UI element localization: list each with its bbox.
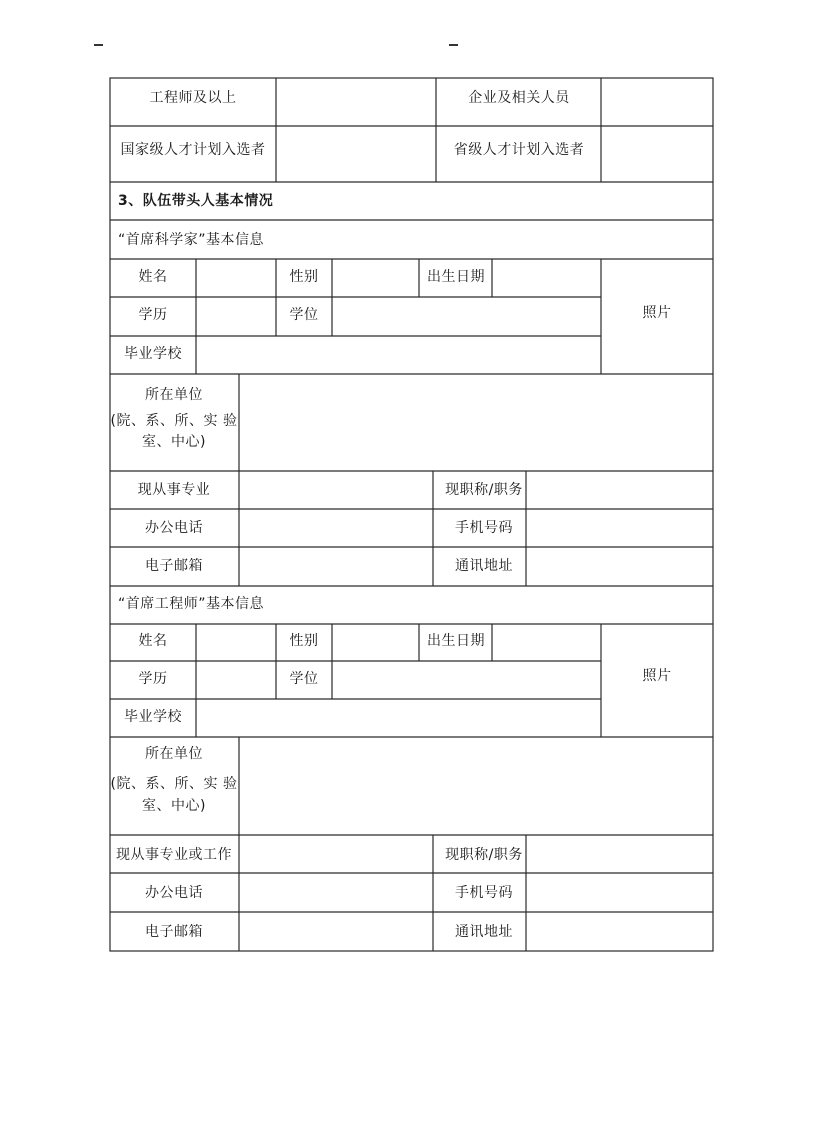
scientist-school-label: 毕业学校 <box>124 346 182 362</box>
engineer-name-label: 姓名 <box>138 633 168 649</box>
label-engineer-above: 工程师及以上 <box>149 90 237 106</box>
label-enterprise-staff: 企业及相关人员 <box>468 90 570 106</box>
scientist-degree-label: 学位 <box>289 307 319 323</box>
engineer-major-label: 现从事专业或工作 <box>116 847 232 863</box>
scan-mark <box>94 44 103 46</box>
scientist-major-label: 现从事专业 <box>137 482 211 498</box>
engineer-address-label: 通讯地址 <box>455 924 513 940</box>
engineer-unit-label-3: 室、中心) <box>142 798 206 814</box>
engineer-unit-label-1: 所在单位 <box>145 746 203 762</box>
scientist-title-label: 现职称/职务 <box>445 482 523 498</box>
scientist-photo-label: 照片 <box>642 305 672 321</box>
scientist-unit-label-3: 室、中心) <box>142 434 206 450</box>
scientist-unit-label-1: 所在单位 <box>145 387 203 403</box>
label-provincial-talent: 省级人才计划入选者 <box>453 142 585 158</box>
scientist-office-phone-label: 办公电话 <box>145 520 203 536</box>
label-national-talent: 国家级人才计划入选者 <box>120 142 266 158</box>
engineer-birth-label: 出生日期 <box>427 633 485 649</box>
scan-mark <box>449 44 458 46</box>
scientist-mobile-label: 手机号码 <box>455 520 513 536</box>
scientist-gender-label: 性别 <box>289 269 319 285</box>
engineer-office-phone-label: 办公电话 <box>145 885 203 901</box>
engineer-degree-label: 学位 <box>289 671 319 687</box>
scientist-email-label: 电子邮箱 <box>145 558 203 574</box>
engineer-education-label: 学历 <box>138 671 168 687</box>
scientist-unit-label-2: (院、系、所、实 验 <box>110 413 238 429</box>
engineer-unit-label-2: (院、系、所、实 验 <box>110 776 238 792</box>
engineer-school-label: 毕业学校 <box>124 709 182 725</box>
section-title: 3、队伍带头人基本情况 <box>118 193 274 209</box>
engineer-title-label: 现职称/职务 <box>445 847 523 863</box>
engineer-gender-label: 性别 <box>289 633 319 649</box>
engineer-heading: “首席工程师”基本信息 <box>118 596 265 612</box>
scientist-name-label: 姓名 <box>138 269 168 285</box>
scientist-birth-label: 出生日期 <box>427 269 485 285</box>
scientist-heading: “首席科学家”基本信息 <box>118 232 265 248</box>
engineer-photo-label: 照片 <box>642 668 672 684</box>
engineer-email-label: 电子邮箱 <box>145 924 203 940</box>
scientist-education-label: 学历 <box>138 307 168 323</box>
scientist-address-label: 通讯地址 <box>455 558 513 574</box>
engineer-mobile-label: 手机号码 <box>455 885 513 901</box>
